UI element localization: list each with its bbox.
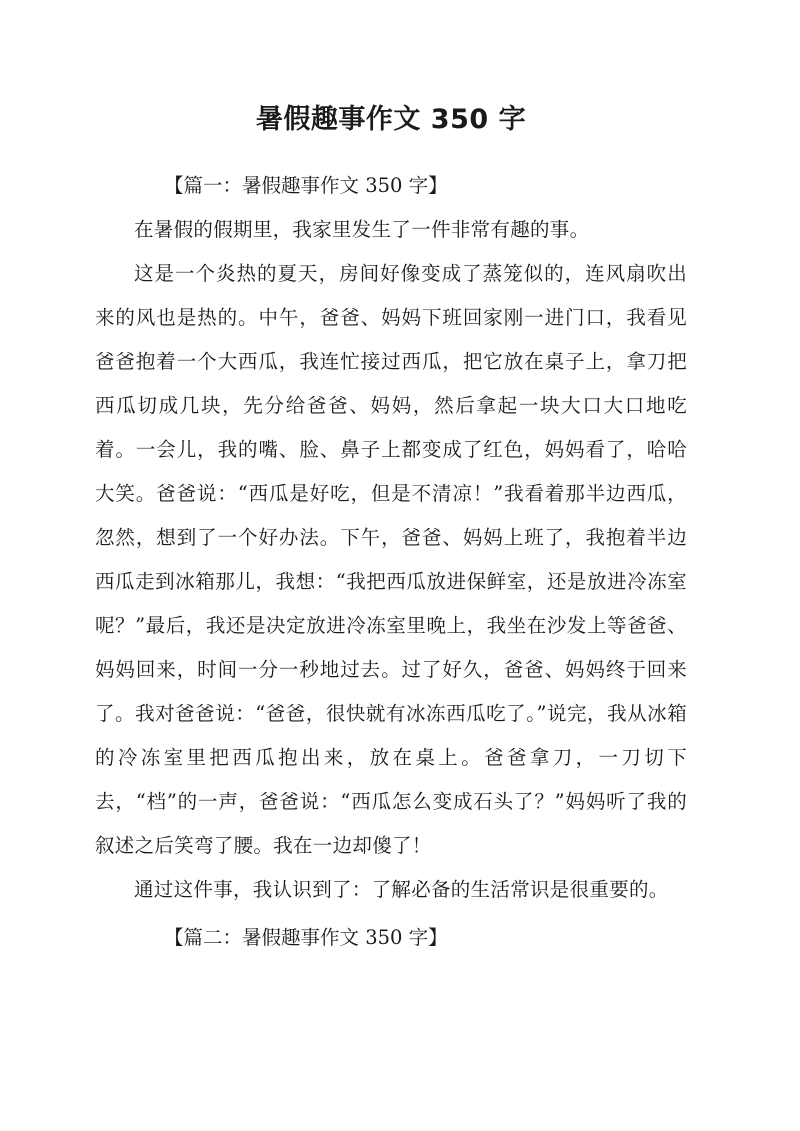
paragraph-1: 在暑假的假期里，我家里发生了一件非常有趣的事。 (134, 218, 590, 241)
paragraph-3: 通过这件事，我认识到了：了解必备的生活常识是很重要的。 (134, 878, 669, 901)
paragraph-2: 这是一个炎热的夏天，房间好像变成了蒸笼似的，连风扇吹出来的风也是热的。中午，爸爸、妈妈下班回家刚一进门口，我看见爸爸抱着一个大西瓜，我连忙接过西瓜，把它放在桌子上，拿刀把西瓜切成几块，先分给爸爸、妈妈，然后拿起一块大口大口地吃着。一会儿，我的嘴、脸、鼻子上都变成了红色，妈妈看了，哈哈大笑。爸爸说：“西瓜是好吃，但是不清凉！”我看着那半边西瓜，忽然，想到了一个好办法。下午，爸爸、妈妈上班了，我抱着半边西瓜走到冰箱那儿，我想：“我把西瓜放进保鲜室，还是放进冷冻室呢？”最后，我还是决定放进冷冻室里晚上，我坐在沙发上等爸爸、妈妈回来，时间一分一秒地过去。过了好久，爸爸、妈妈终于回来了。我对爸爸说：“爸爸，很快就有冰冻西瓜吃了。”说完，我从冰箱的冷冻室里把西瓜抱出来，放在桌上。爸爸拿刀，一刀切下去，“档”的一声，爸爸说：“西瓜怎么变成石头了？”妈妈听了我的叙述之后笑弯了腰。我在一边却傻了！ (95, 262, 687, 857)
document-title: 暑假趣事作文 350 字 (255, 104, 527, 135)
document-page (95, 96, 687, 960)
section-heading-1: 【篇一：暑假趣事作文 350 字】 (164, 174, 448, 197)
section-heading-2: 【篇二：暑假趣事作文 350 字】 (164, 926, 448, 949)
